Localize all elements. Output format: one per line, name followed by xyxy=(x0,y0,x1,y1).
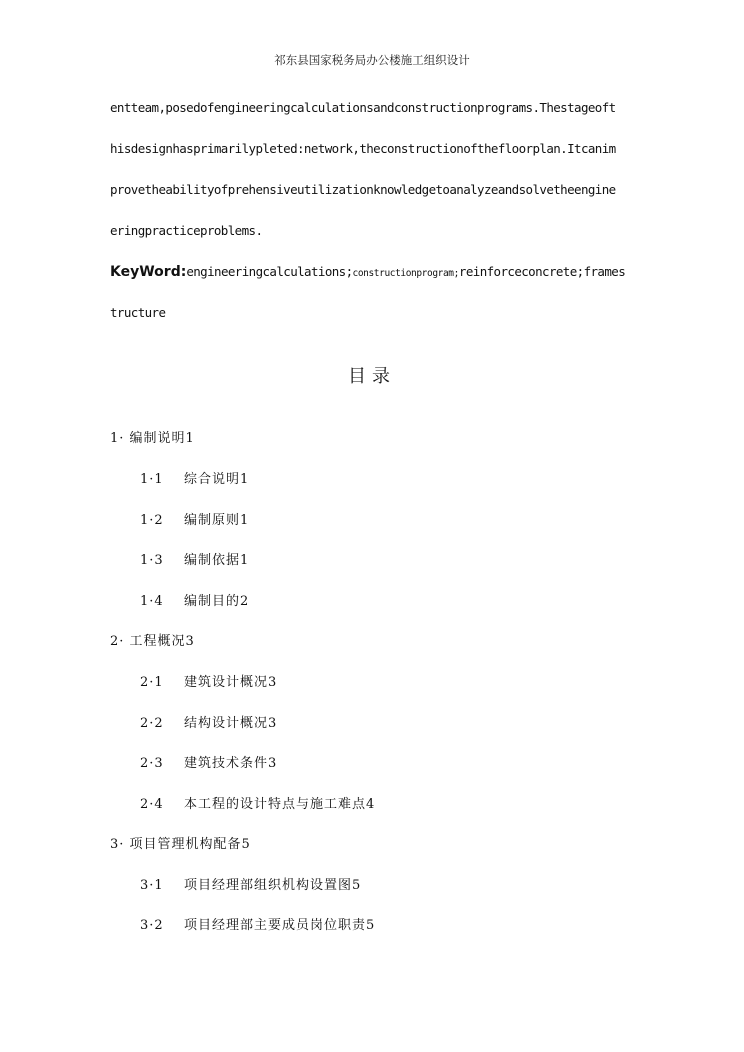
toc-text: 项目管理机构配备5 xyxy=(129,837,251,852)
toc-text: 工程概况3 xyxy=(129,634,195,649)
toc-item[interactable] xyxy=(140,793,375,812)
toc-item[interactable] xyxy=(140,468,249,487)
keyword: engineeringcalculations; xyxy=(186,264,353,279)
toc-item[interactable] xyxy=(140,549,249,568)
toc-item[interactable] xyxy=(140,712,277,731)
toc-text: 建筑设计概况3 xyxy=(184,675,278,690)
toc-text: 综合说明1 xyxy=(184,472,250,487)
toc-number: 2·2 xyxy=(140,716,164,731)
toc-number: 1·1 xyxy=(140,472,164,487)
abstract-line: provetheabilityofprehensiveutilizationknowledgetoanalyzeandsolvetheengine xyxy=(110,182,616,197)
toc-item[interactable] xyxy=(110,427,195,446)
abstract-line: entteam,posedofengineeringcalculationsandconstructionprograms.Thestageoft xyxy=(110,100,616,115)
toc-number: 1· xyxy=(110,431,125,446)
toc-item[interactable] xyxy=(140,590,249,609)
toc-number: 3·1 xyxy=(140,878,164,893)
toc-item[interactable] xyxy=(140,752,277,771)
keywords-line-continued: tructure xyxy=(110,305,166,320)
toc-number: 1·3 xyxy=(140,553,164,568)
toc-text: 本工程的设计特点与施工难点4 xyxy=(184,797,376,812)
toc-item[interactable] xyxy=(140,509,249,528)
toc-text: 项目经理部组织机构设置图5 xyxy=(184,878,362,893)
toc-number: 1·2 xyxy=(140,513,164,528)
toc-number: 2·4 xyxy=(140,797,164,812)
abstract-line: eringpracticeproblems. xyxy=(110,223,263,238)
keyword: constructionprogram; xyxy=(352,268,459,279)
keyword: reinforceconcrete;frames xyxy=(458,264,626,279)
keywords-label: KeyWord: xyxy=(110,264,187,280)
toc-text: 项目经理部主要成员岗位职责5 xyxy=(184,918,376,933)
toc-item[interactable] xyxy=(140,914,375,933)
toc-number: 3·2 xyxy=(140,918,164,933)
page-header: 祁东县国家税务局办公楼施工组织设计 xyxy=(274,53,470,67)
toc-number: 2·1 xyxy=(140,675,164,690)
toc-text: 建筑技术条件3 xyxy=(184,756,278,771)
toc-text: 编制说明1 xyxy=(129,431,195,446)
toc-item[interactable] xyxy=(110,630,195,649)
toc-title: 目录 xyxy=(348,366,396,387)
toc-text: 结构设计概况3 xyxy=(184,716,278,731)
toc-number: 2· xyxy=(110,634,125,649)
toc-item[interactable] xyxy=(140,671,277,690)
abstract-line: hisdesignhasprimarilypleted:network,theconstructionofthefloorplan.Itcanim xyxy=(110,141,616,156)
toc-number: 1·4 xyxy=(140,594,164,609)
toc-text: 编制目的2 xyxy=(184,594,250,609)
toc-text: 编制原则1 xyxy=(184,513,250,528)
toc-item[interactable] xyxy=(110,833,251,852)
toc-item[interactable] xyxy=(140,874,361,893)
toc-text: 编制依据1 xyxy=(184,553,250,568)
keywords-line xyxy=(110,264,638,280)
toc-number: 3· xyxy=(110,837,125,852)
toc-number: 2·3 xyxy=(140,756,164,771)
